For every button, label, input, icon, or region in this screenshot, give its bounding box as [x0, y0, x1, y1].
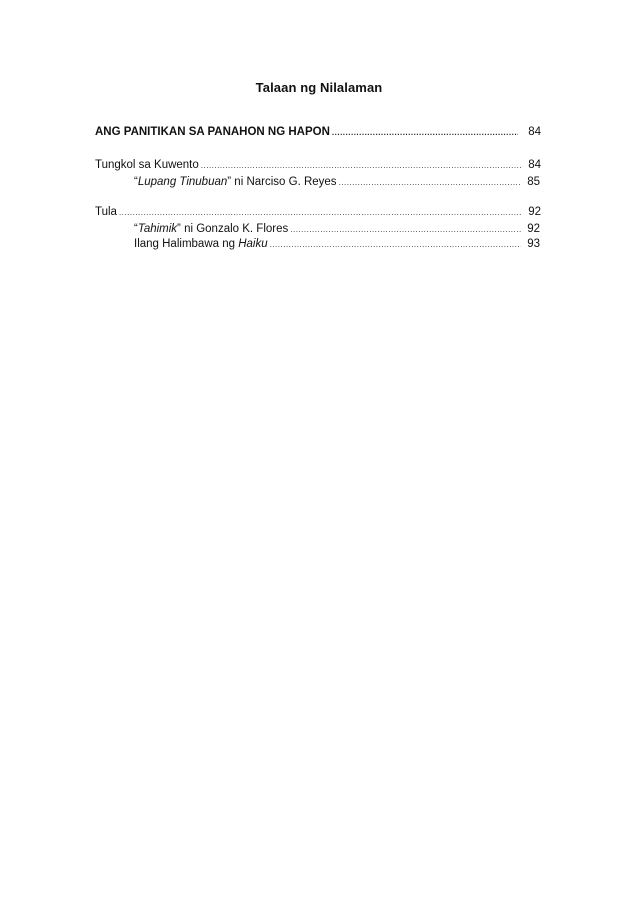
dot-leader — [339, 176, 522, 190]
toc-entry-lupang-tinubuan[interactable] — [134, 175, 540, 190]
author-text: ” ni Gonzalo K. Flores — [177, 223, 289, 235]
toc-entry-tula[interactable] — [95, 205, 541, 220]
dot-leader — [332, 126, 518, 140]
toc-entry-label: Tungkol sa Kuwento — [95, 159, 199, 171]
toc-entry-kuwento[interactable] — [95, 158, 541, 173]
toc-entry-label — [134, 237, 268, 251]
open-quote: “ — [134, 223, 138, 235]
open-quote: “ — [134, 176, 138, 188]
toc-page-number: 92 — [527, 223, 540, 235]
author-text: ” ni Narciso G. Reyes — [227, 176, 337, 188]
dot-leader — [290, 223, 521, 237]
toc-entry-label: Tula — [95, 206, 117, 218]
toc-page-number: 92 — [528, 206, 541, 218]
toc-page-number: 85 — [527, 176, 540, 188]
entry-prefix: Ilang Halimbawa ng — [134, 238, 239, 250]
toc-entry-label — [134, 175, 337, 189]
work-title: Haiku — [238, 238, 268, 250]
toc-title: Talaan ng Nilalaman — [255, 80, 383, 95]
work-title: Lupang Tinubuan — [137, 176, 228, 188]
dot-leader — [270, 238, 522, 252]
toc-page-number: 84 — [528, 126, 541, 138]
toc-entry-tahimik[interactable] — [134, 222, 540, 237]
dot-leader — [119, 206, 522, 220]
toc-page-number: 84 — [528, 159, 541, 171]
toc-entry-label — [134, 222, 288, 236]
dot-leader — [201, 159, 522, 173]
work-title: Tahimik — [137, 223, 178, 235]
toc-entry-label: ANG PANITIKAN SA PANAHON NG HAPON — [95, 126, 330, 138]
toc-entry-haiku[interactable] — [134, 237, 540, 252]
toc-page-number: 93 — [527, 238, 540, 250]
toc-entry-chapter[interactable] — [95, 125, 541, 140]
